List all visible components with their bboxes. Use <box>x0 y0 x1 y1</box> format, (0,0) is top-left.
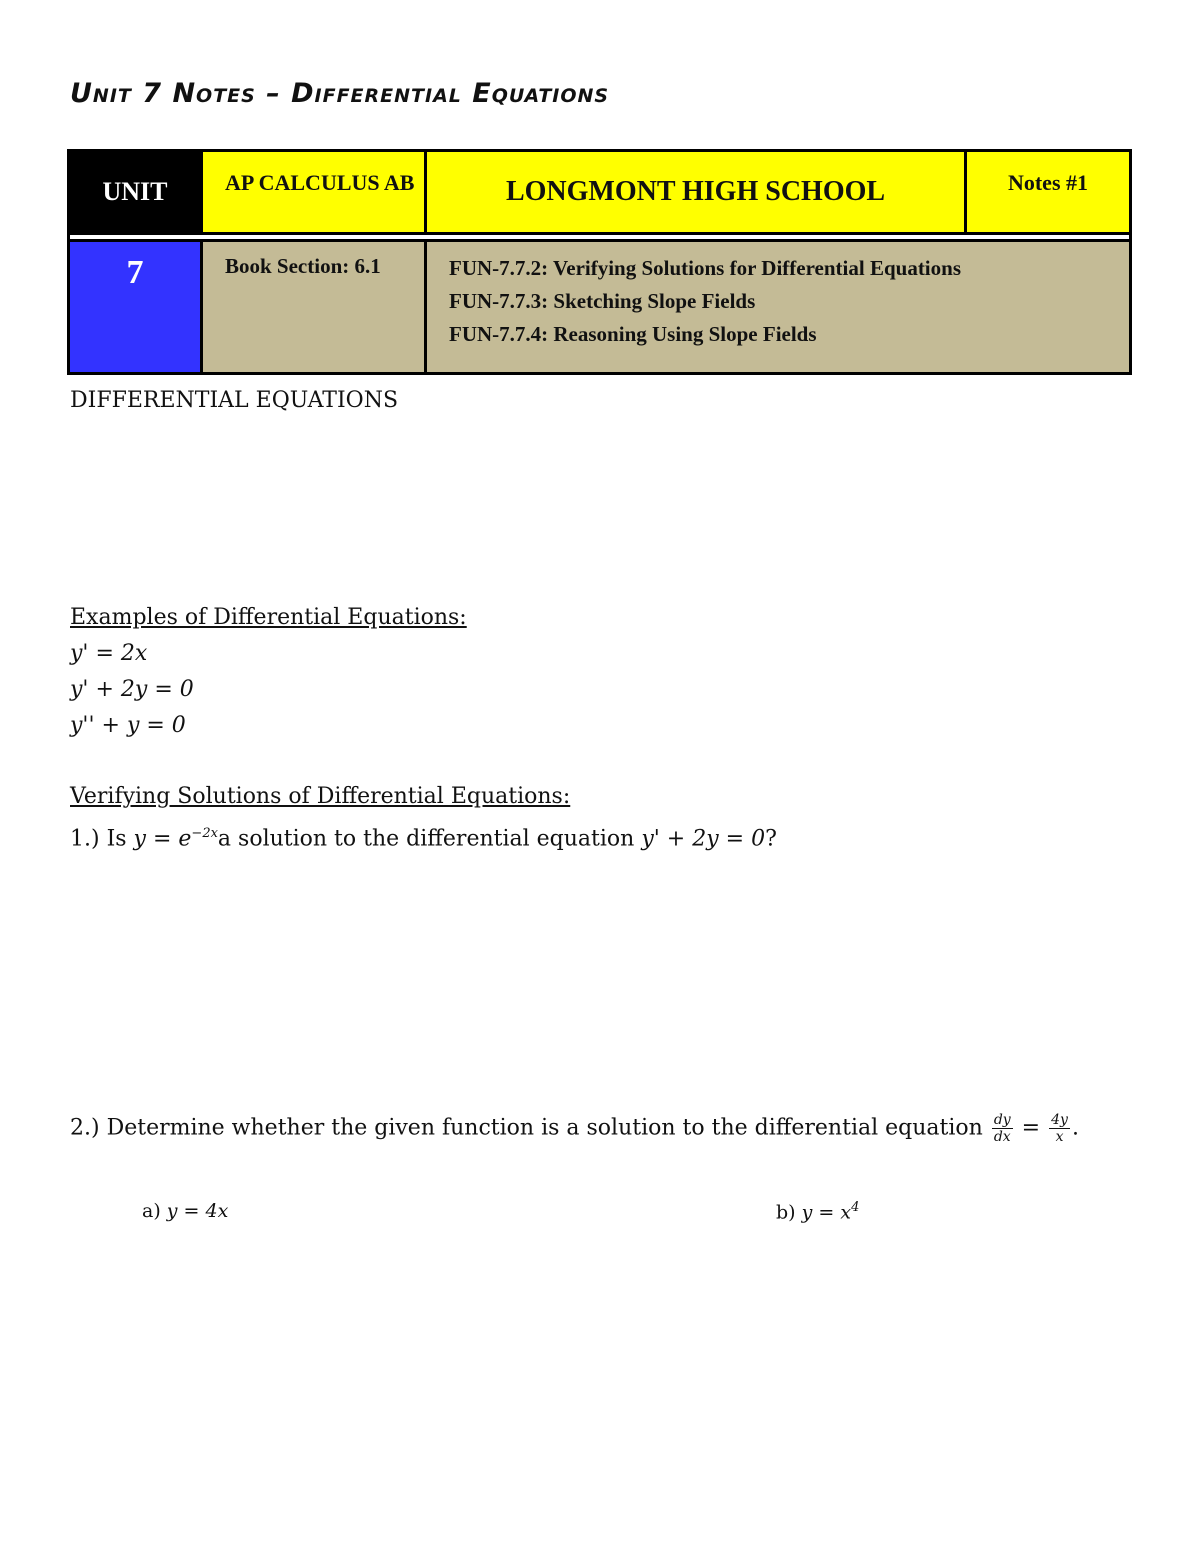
standard-item: FUN-7.7.3: Sketching Slope Fields <box>449 289 756 313</box>
part-b-function: y = x <box>801 1201 852 1224</box>
problem-1-text: a solution to the differential equation <box>217 826 642 852</box>
part-b-exponent: 4 <box>851 1200 860 1215</box>
problem-1-exponent: −2x <box>191 826 218 841</box>
verifying-heading: Verifying Solutions of Differential Equations: <box>70 784 571 809</box>
problem-2 <box>70 1112 1079 1145</box>
page-title: Unit 7 Notes – Differential Equations <box>70 78 610 109</box>
problem-1 <box>70 826 777 851</box>
unit-label: UNIT <box>69 151 202 234</box>
problem-1-prefix: 1.) Is <box>70 826 134 852</box>
example-equation: y' + 2y = 0 <box>70 677 194 702</box>
standard-item: FUN-7.7.4: Reasoning Using Slope Fields <box>449 322 817 346</box>
problem-1-suffix: ? <box>765 826 777 852</box>
problem-1-equation: y' + 2y = 0 <box>641 826 766 852</box>
part-b <box>776 1200 859 1223</box>
part-b-label: b) <box>776 1201 802 1224</box>
header-table <box>67 149 1132 375</box>
fraction-denominator: dx <box>993 1129 1011 1145</box>
notes-number: Notes #1 <box>966 151 1131 234</box>
book-section: Book Section: 6.1 <box>202 241 426 374</box>
school-name: LONGMONT HIGH SCHOOL <box>426 151 966 234</box>
problem-2-text: 2.) Determine whether the given function is a solution to the differential equation <box>70 1115 990 1141</box>
problem-2-period: . <box>1071 1115 1079 1141</box>
part-a-label: a) <box>142 1200 167 1222</box>
standard-item: FUN-7.7.2: Verifying Solutions for Differential Equations <box>449 256 961 280</box>
course-name: AP CALCULUS AB <box>202 151 426 234</box>
part-a-function: y = 4x <box>166 1200 229 1222</box>
derivative-fraction <box>992 1112 1013 1145</box>
part-a <box>142 1200 228 1222</box>
section-heading: DIFFERENTIAL EQUATIONS <box>70 388 399 413</box>
rhs-fraction <box>1049 1112 1070 1145</box>
fraction-numerator: dy <box>993 1112 1011 1128</box>
standards-cell <box>426 241 1131 374</box>
fraction-denominator: x <box>1055 1129 1064 1145</box>
equals-sign: = <box>1014 1115 1048 1141</box>
example-equation: y'' + y = 0 <box>70 713 186 738</box>
problem-1-function: y = e <box>133 826 192 852</box>
unit-number: 7 <box>69 241 202 374</box>
fraction-numerator: 4y <box>1051 1112 1068 1128</box>
example-equation: y' = 2x <box>70 641 148 666</box>
examples-heading: Examples of Differential Equations: <box>70 605 467 630</box>
